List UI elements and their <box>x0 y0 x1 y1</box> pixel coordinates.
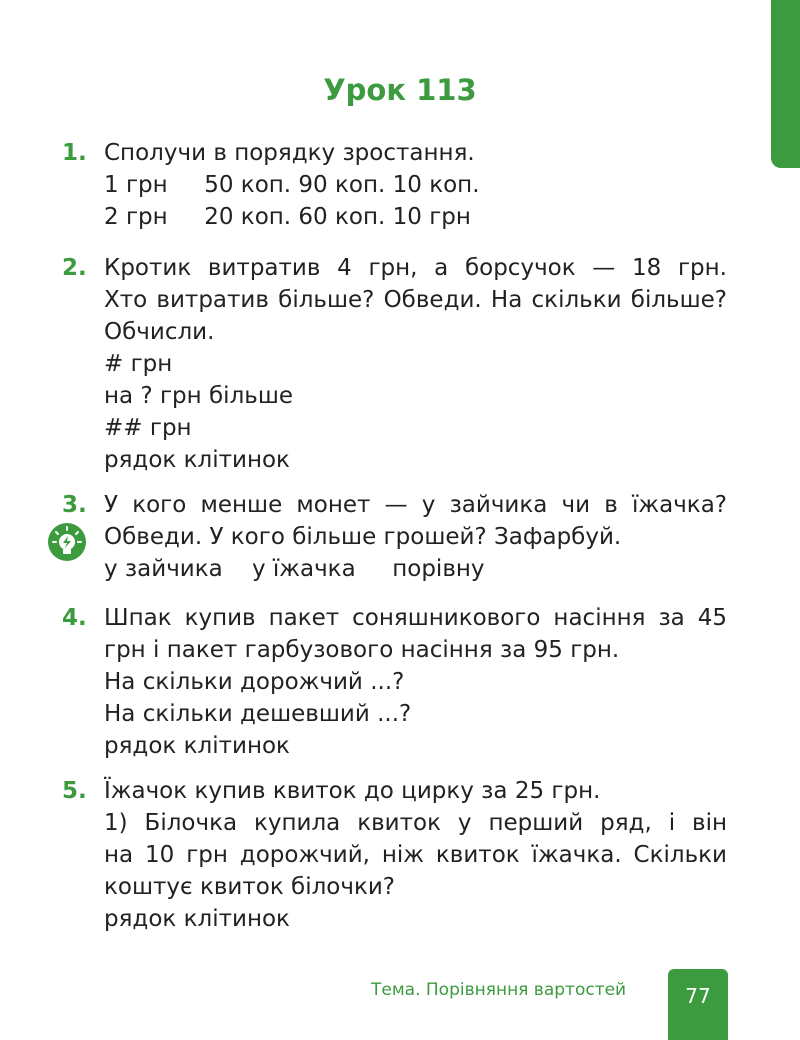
task-line: 1) Білочка купила квиток у перший ряд, і він <box>104 810 727 836</box>
task-line: На скільки дешевший ...? <box>104 701 412 727</box>
task-line: рядок клітинок <box>104 733 290 759</box>
task-line: У кого менше монет — у зайчика чи в їжачка? <box>104 492 727 518</box>
task-line: рядок клітинок <box>104 447 290 473</box>
task-line: 1 грн 50 коп. 90 коп. 10 коп. <box>104 172 480 198</box>
task-line: на 10 грн дорожчий, ніж квиток їжачка. Скільки <box>104 842 727 868</box>
task-line: Обчисли. <box>104 319 215 345</box>
task-line: у зайчика у їжачка порівну <box>104 556 485 582</box>
lesson-title: Урок 113 <box>323 73 477 107</box>
task-number: 4. <box>62 605 87 631</box>
task-line: коштує квиток білочки? <box>104 874 396 900</box>
page-number-box <box>668 969 728 1040</box>
task-line: Шпак купив пакет соняшникового насіння за 45 <box>104 605 727 631</box>
task-line: # грн <box>104 351 173 377</box>
task-line: Хто витратив більше? Обведи. На скільки більше? <box>104 287 727 313</box>
task-number: 1. <box>62 140 87 166</box>
task-line: рядок клітинок <box>104 906 290 932</box>
task-number: 2. <box>62 255 87 281</box>
task-number: 3. <box>62 492 87 518</box>
task-line: Сполучи в порядку зростання. <box>104 140 475 166</box>
task-line: ## грн <box>104 415 192 441</box>
task-line: на ? грн більше <box>104 383 294 409</box>
page-number: 77 <box>685 984 711 1008</box>
task-line: На скільки дорожчий ...? <box>104 669 405 695</box>
lightbulb-icon <box>48 523 86 561</box>
task-line: грн і пакет гарбузового насіння за 95 грн. <box>104 637 620 663</box>
task-line: 2 грн 20 коп. 60 коп. 10 грн <box>104 204 471 230</box>
task-line: Їжачок купив квиток до цирку за 25 грн. <box>104 778 601 804</box>
task-line: Кротик витратив 4 грн, а борсучок — 18 грн. <box>104 255 727 281</box>
task-number: 5. <box>62 778 87 804</box>
task-line: Обведи. У кого більше грошей? Зафарбуй. <box>104 524 622 550</box>
footer-topic: Тема. Порівняння вартостей <box>371 980 627 1000</box>
